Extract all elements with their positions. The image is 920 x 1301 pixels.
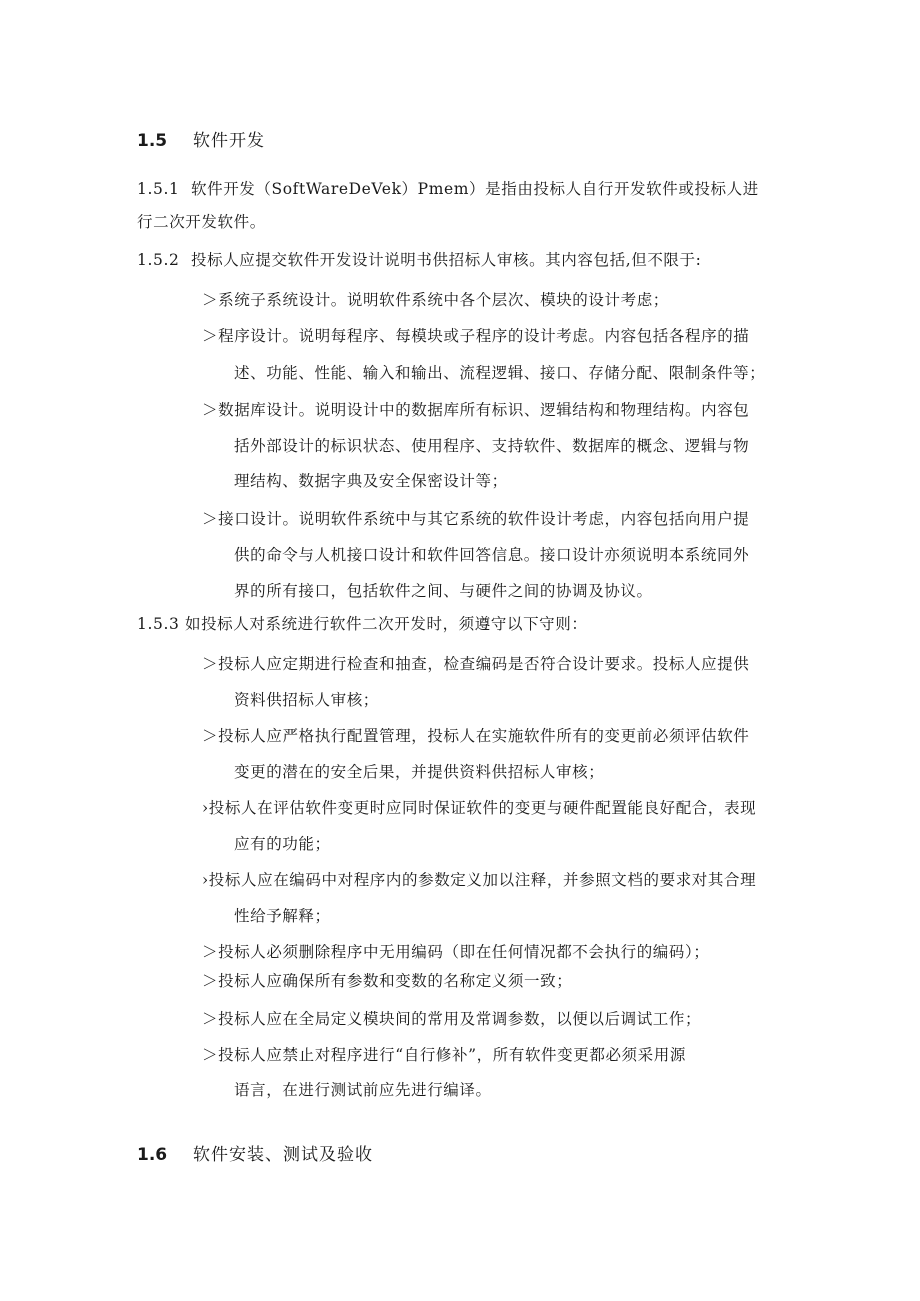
list-item-continuation: 资料供招标人审核； <box>234 691 379 709</box>
list-item-continuation: 性给予解释； <box>234 907 331 925</box>
clause-1-5-1-line-1 <box>137 177 759 199</box>
list-item: ＞投标人应确保所有参数和变数的名称定义须一致； <box>202 972 573 990</box>
list-item: ＞投标人应在全局定义模块间的常用及常调参数，以便以后调试工作； <box>202 1010 702 1028</box>
clause-number: 1.5.2 <box>137 251 180 269</box>
list-item-continuation: 述、功能、性能、输入和输出、流程逻辑、接口、存储分配、限制条件等； <box>234 364 766 382</box>
list-item-continuation: 变更的潜在的安全后果，并提供资料供招标人审核； <box>234 763 605 781</box>
section-heading-1-5 <box>137 126 265 151</box>
section-heading-1-6 <box>137 1140 373 1165</box>
list-item: ＞系统子系统设计。说明软件系统中各个层次、模块的设计考虑； <box>202 291 669 309</box>
list-item: ＞接口设计。说明软件系统中与其它系统的软件设计考虑，内容包括向用户提 <box>202 510 750 528</box>
clause-1-5-2-line-1 <box>137 248 701 270</box>
clause-text: 投标人应提交软件开发设计说明书供招标人审核。其内容包括,但不限于: <box>191 251 702 269</box>
list-item-continuation: 供的命令与人机接口设计和软件回答信息。接口设计亦须说明本系统同外 <box>234 546 750 564</box>
list-item-continuation: 应有的功能； <box>234 835 331 853</box>
list-item: ＞投标人应定期进行检查和抽查，检查编码是否符合设计要求。投标人应提供 <box>202 655 750 673</box>
clause-1-5-1-line-2: 行二次开发软件。 <box>137 213 266 231</box>
section-title: 软件安装、测试及验收 <box>193 1145 373 1165</box>
section-title: 软件开发 <box>193 131 265 151</box>
section-number: 1.6 <box>137 1145 168 1165</box>
list-item: ＞数据库设计。说明设计中的数据库所有标识、逻辑结构和物理结构。内容包 <box>202 401 750 419</box>
list-item-continuation: 括外部设计的标识状态、使用程序、支持软件、数据库的概念、逻辑与物 <box>234 437 750 455</box>
clause-1-5-3-line-1: 1.5.3 如投标人对系统进行软件二次开发时，须遵守以下守则： <box>137 615 588 633</box>
clause-text: 软件开发（SoftWareDeVek）Pmem）是指由投标人自行开发软件或投标人进 <box>191 180 759 198</box>
list-item: ＞投标人应严格执行配置管理，投标人在实施软件所有的变更前必须评估软件 <box>202 727 750 745</box>
list-item: ＞投标人必须删除程序中无用编码（即在任何情况都不会执行的编码）； <box>202 943 710 961</box>
clause-number: 1.5.1 <box>137 180 180 198</box>
list-item: ›投标人在评估软件变更时应同时保证软件的变更与硬件配置能良好配合，表现 <box>202 799 757 817</box>
list-item: ＞投标人应禁止对程序进行“自行修补”，所有软件变更都必须采用源 <box>202 1046 686 1064</box>
list-item: ＞程序设计。说明每程序、每模块或子程序的设计考虑。内容包括各程序的描 <box>202 327 750 345</box>
list-item-continuation: 理结构、数据字典及安全保密设计等； <box>234 472 508 490</box>
list-item-continuation: 语言，在进行测试前应先进行编译。 <box>234 1081 492 1099</box>
section-number: 1.5 <box>137 131 168 151</box>
list-item-continuation: 界的所有接口，包括软件之间、与硬件之间的协调及协议。 <box>234 582 653 600</box>
list-item: ›投标人应在编码中对程序内的参数定义加以注释，并参照文档的要求对其合理 <box>202 871 757 889</box>
